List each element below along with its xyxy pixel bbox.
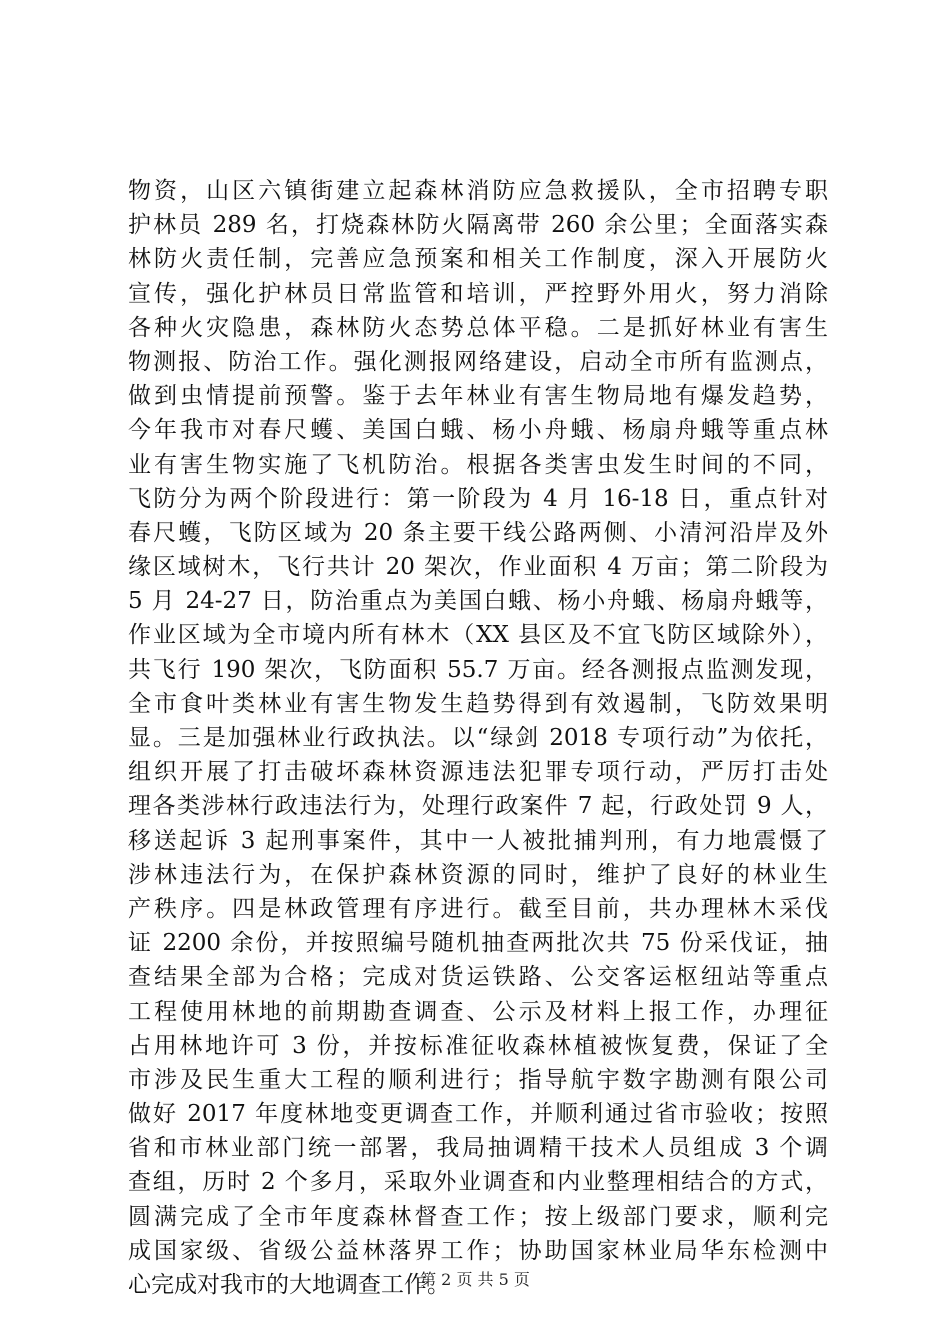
- text-line: 圆满完成了全市年度森林督查工作；按上级部门要求，顺利完: [128, 1203, 828, 1230]
- text-line: 全市食叶类林业有害生物发生趋势得到有效遏制，飞防效果明: [128, 690, 828, 717]
- text-line: 作业区域为全市境内所有林木（XX 县区及不宜飞防区域除外），: [128, 622, 828, 649]
- text-line: 做到虫情提前预警。鉴于去年林业有害生物局地有爆发趋势，: [128, 383, 828, 410]
- text-line: 林防火责任制，完善应急预案和相关工作制度，深入开展防火: [128, 246, 828, 273]
- text-line: 占用林地许可 3 份，并按标准征收森林植被恢复费，保证了全: [128, 1032, 828, 1059]
- text-line: 显。三是加强林业行政执法。以“绿剑 2018 专项行动”为依托，: [128, 725, 828, 751]
- text-line: 移送起诉 3 起刑事案件，其中一人被批捕判刑，有力地震慑了: [128, 827, 828, 854]
- text-line: 省和市林业部门统一部署，我局抽调精干技术人员组成 3 个调: [128, 1135, 828, 1162]
- text-line: 宣传，强化护林员日常监管和培训，严控野外用火，努力消除: [128, 280, 828, 307]
- text-line: 物资，山区六镇街建立起森林消防应急救援队，全市招聘专职: [128, 178, 828, 204]
- text-line: 飞防分为两个阶段进行：第一阶段为 4 月 16-18 日，重点针对: [128, 485, 828, 512]
- text-line: 今年我市对春尺蠖、美国白蛾、杨小舟蛾、杨扇舟蛾等重点林: [128, 417, 828, 444]
- text-line: 理各类涉林行政违法行为，处理行政案件 7 起，行政处罚 9 人，: [128, 793, 828, 820]
- text-line: 做好 2017 年度林地变更调查工作，并顺利通过省市验收；按照: [128, 1101, 828, 1128]
- page-footer: 第 2 页 共 5 页: [420, 1270, 530, 1289]
- text-line: 业有害生物实施了飞机防治。根据各类害虫发生时间的不同，: [128, 451, 828, 478]
- text-line: 产秩序。四是林政管理有序进行。截至目前，共办理林木采伐: [128, 895, 828, 922]
- text-line: 共飞行 190 架次，飞防面积 55.7 万亩。经各测报点监测发现，: [128, 656, 828, 683]
- text-line: 工程使用林地的前期勘查调查、公示及材料上报工作，办理征: [128, 998, 828, 1025]
- text-line: 涉林违法行为，在保护森林资源的同时，维护了良好的林业生: [128, 861, 828, 888]
- text-line: 查组，历时 2 个多月，采取外业调查和内业整理相结合的方式，: [128, 1169, 828, 1196]
- text-line: 物测报、防治工作。强化测报网络建设，启动全市所有监测点，: [128, 348, 828, 375]
- text-line: 证 2200 余份，并按照编号随机抽查两批次共 75 份采伐证，抽: [128, 930, 828, 957]
- text-line: 5 月 24-27 日，防治重点为美国白蛾、杨小舟蛾、杨扇舟蛾等，: [128, 588, 828, 615]
- text-line: 缘区域树木，飞行共计 20 架次，作业面积 4 万亩；第二阶段为: [128, 554, 828, 581]
- text-line: 心完成对我市的大地调查工作。: [128, 1272, 450, 1298]
- body-paragraph: [128, 174, 828, 1302]
- text-line: 护林员 289 名，打烧森林防火隔离带 260 余公里；全面落实森: [128, 212, 828, 239]
- text-line: 组织开展了打击破坏森林资源违法犯罪专项行动，严厉打击处: [128, 759, 828, 786]
- text-line: 查结果全部为合格；完成对货运铁路、公交客运枢纽站等重点: [128, 964, 828, 991]
- text-line: 市涉及民生重大工程的顺利进行；指导航宇数字勘测有限公司: [128, 1066, 828, 1093]
- text-line: 春尺蠖，飞防区域为 20 条主要干线公路两侧、小清河沿岸及外: [128, 519, 828, 546]
- text-line: 各种火灾隐患，森林防火态势总体平稳。二是抓好林业有害生: [128, 314, 828, 341]
- text-line: 成国家级、省级公益林落界工作；协助国家林业局华东检测中: [128, 1237, 828, 1264]
